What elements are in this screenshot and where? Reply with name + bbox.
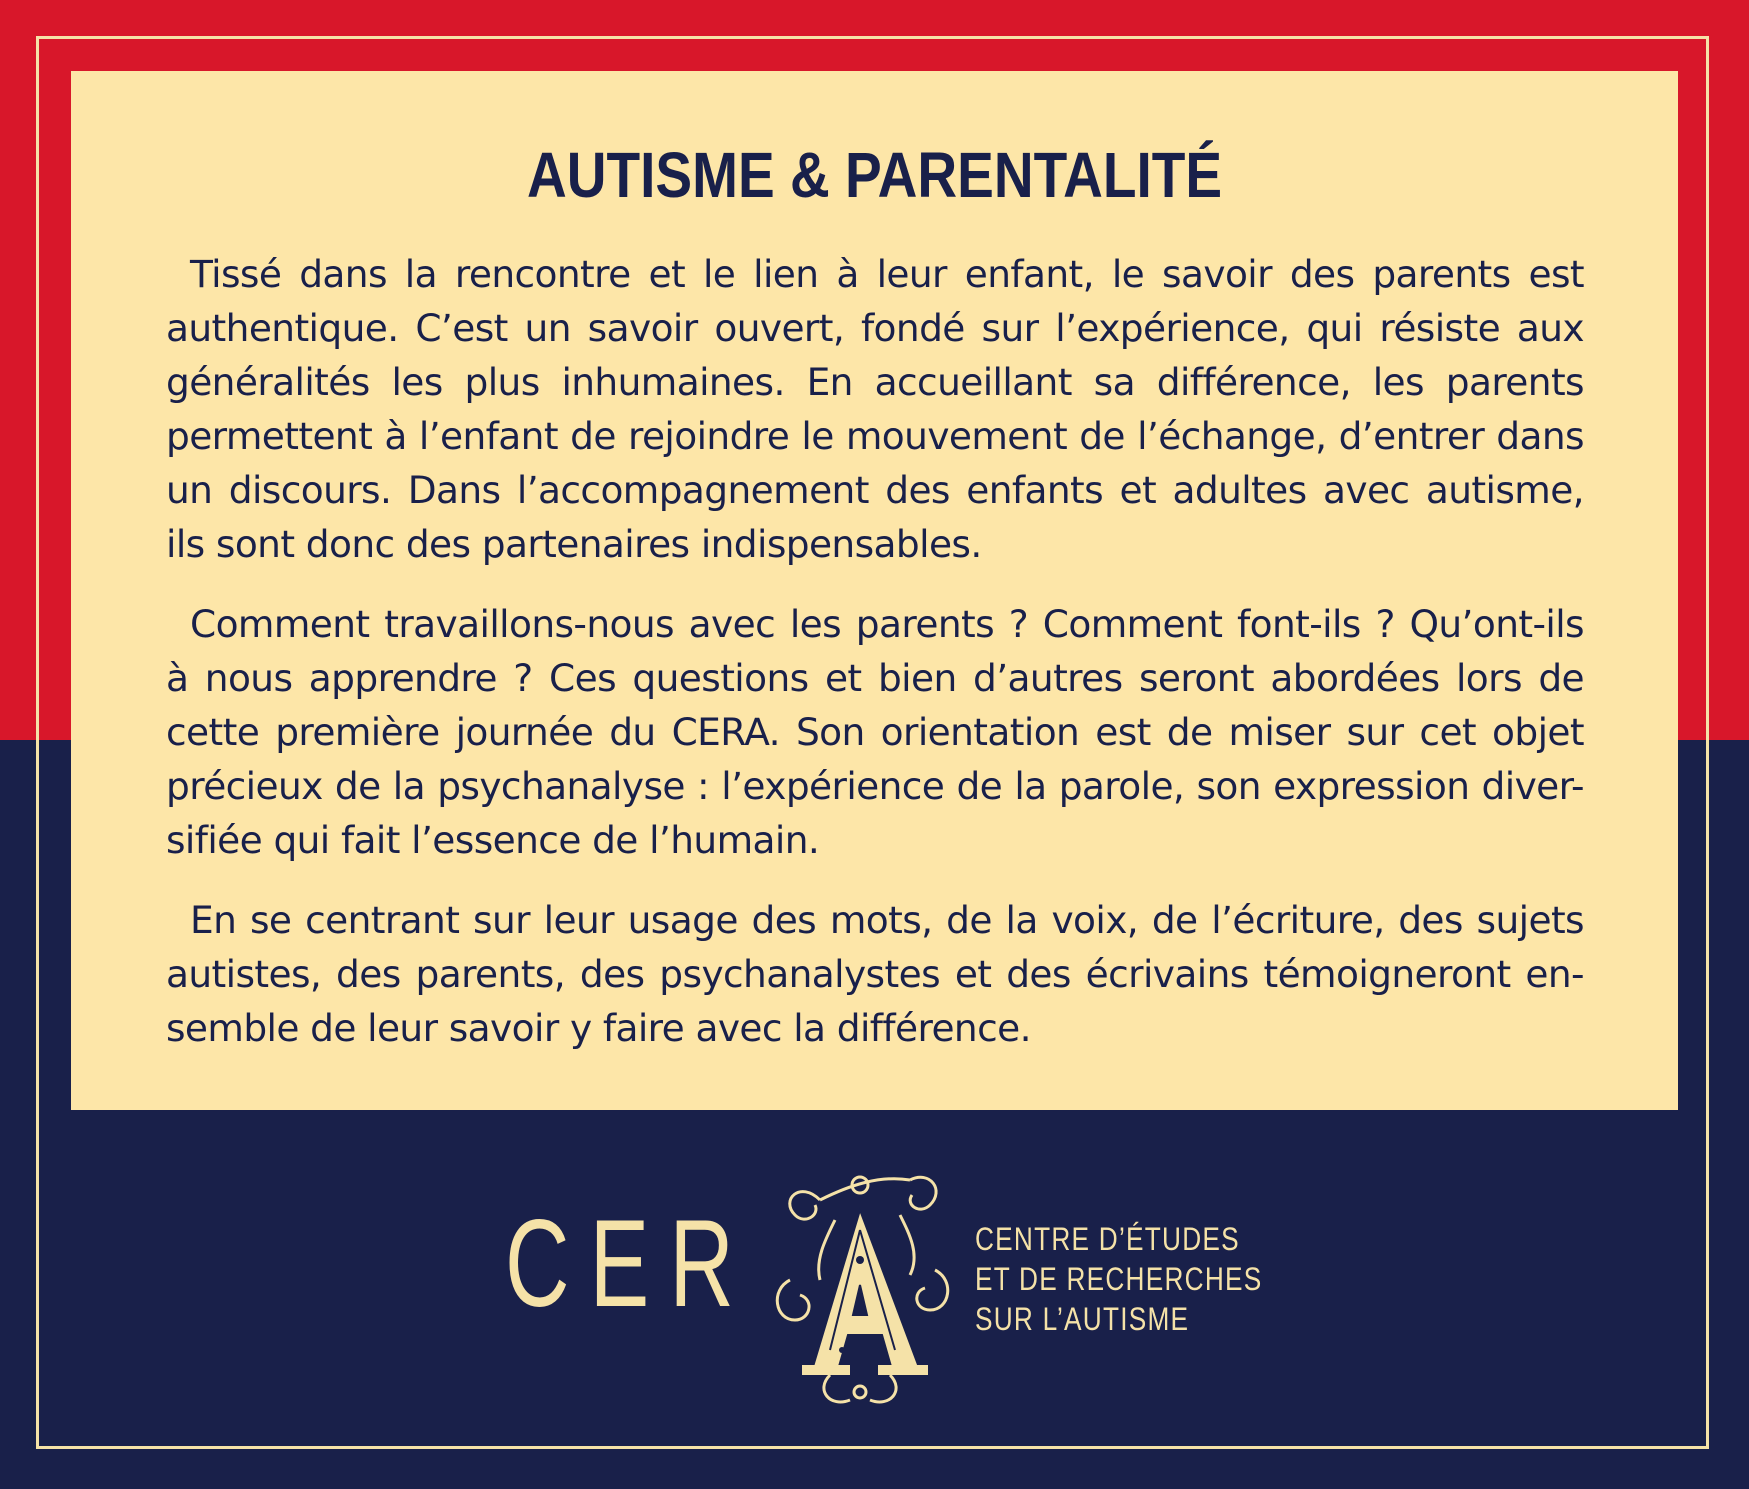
page-title: AUTISME & PARENTALITÉ [527,139,1223,211]
logo-wordmark: CER [505,1195,754,1333]
paragraph-3: En se centrant sur leur usage des mots, de la voix, de l’écriture, des sujets autistes, des parents, des psychanalystes et des écrivains témoigneront en-semble de leur savoir y faire avec la différence. [166,898,1584,1050]
paragraph-1: Tissé dans la rencontre et le lien à leur enfant, le savoir des parents est authentique. C’est un savoir ouvert, fondé sur l’expérience, qui résiste aux généralités les plus inhumaines. En accueillant sa différence, les parents permettent à l’enfant de rejoindre le mouvement de l’échange, d’entrer dans un discours. Dans l’accompagnement des enfants et adultes avec autisme, ils sont donc des partenaires indispensables. [166,252,1584,566]
logo-subtitle [975,1219,1262,1339]
body-text [166,247,1584,1081]
logo-subtitle-line-1: CENTRE D’ÉTUDES [975,1221,1240,1257]
paragraph-2: Comment travaillons-nous avec les parents ? Comment font-ils ? Qu’ont-ils à nous apprendre ? Ces questions et bien d’autres seront abordées lors de cette première journée du CERA. Son orientation est de miser sur cet objet précieux de la psychanalyse : l’expérience de la parole, son expression diver-sifiée qui fait l’essence de l’humain. [166,602,1584,862]
logo-subtitle-line-2: ET DE RECHERCHES [975,1261,1263,1297]
ornate-a-icon [760,1160,960,1410]
logo-subtitle-line-3: SUR L’AUTISME [975,1301,1190,1337]
